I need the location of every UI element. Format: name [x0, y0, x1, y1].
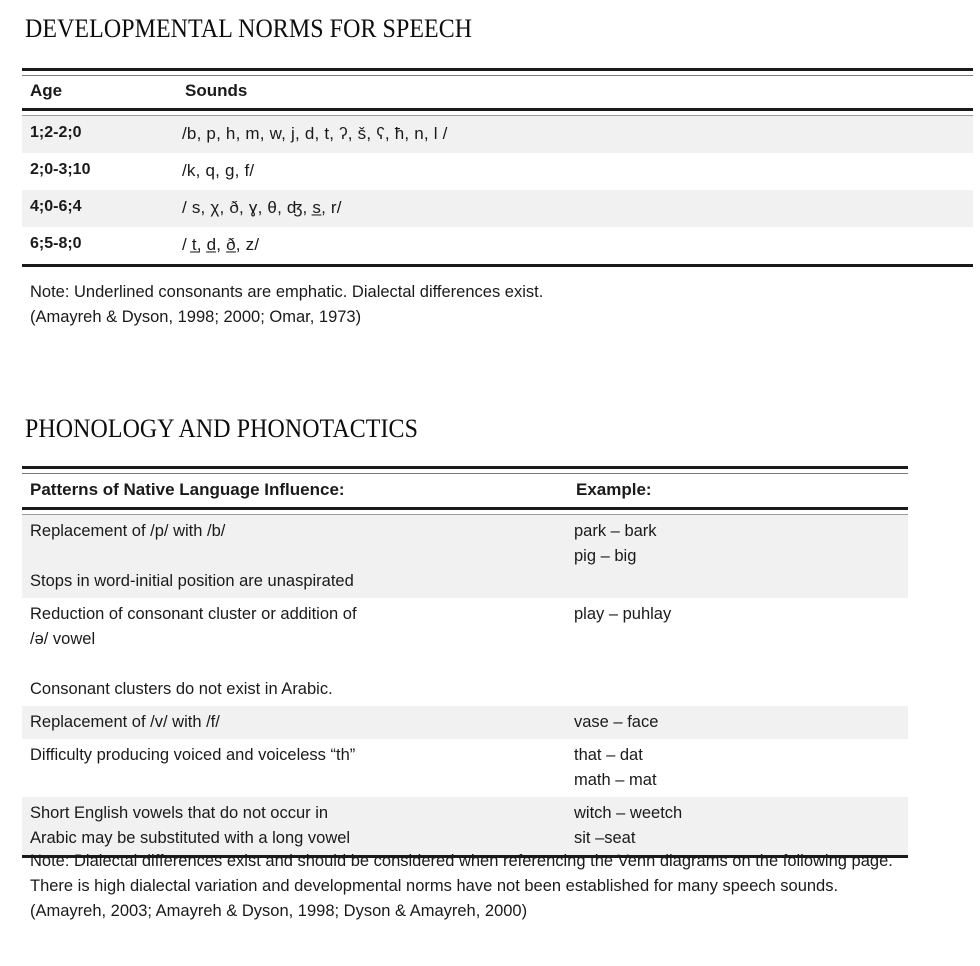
cell-example	[568, 797, 908, 857]
table-row	[22, 116, 973, 154]
example-line: witch – weetch	[574, 804, 683, 822]
example-line: sit –seat	[574, 829, 636, 847]
table-row	[22, 706, 908, 739]
cell-age: 2;0-3;10	[30, 161, 91, 178]
developmental-norms-table	[22, 68, 973, 269]
cell-age: 1;2-2;0	[30, 124, 82, 141]
phonology-patterns-table	[22, 466, 908, 860]
example-line: play – puhlay	[574, 605, 672, 623]
note-line: Note: Dialectal differences exist and should be considered when referencing the Venn diagrams on the following page. There is high dialectal variation and developmental norms have not been established for many speech sounds.	[30, 852, 893, 895]
table-header-row	[22, 474, 908, 509]
table-row	[22, 797, 908, 857]
column-header-age: Age	[30, 81, 63, 100]
cell-pattern	[22, 706, 568, 739]
cell-sounds: /b, p, h, m, w, j, d, t, ʔ, š, ʕ, ħ, n, l /	[182, 124, 448, 143]
cell-example	[568, 706, 908, 739]
pattern-line: Short English vowels that do not occur in	[30, 804, 329, 822]
example-line: park – bark	[574, 522, 657, 540]
note-citation: (Amayreh, 2003; Amayreh & Dyson, 1998; Dyson & Amayreh, 2000)	[30, 902, 528, 920]
cell-example	[568, 739, 908, 797]
column-header-patterns: Patterns of Native Language Influence:	[30, 480, 345, 499]
pattern-line: Replacement of /p/ with /b/	[30, 522, 226, 540]
pattern-blank-line	[30, 544, 568, 569]
cell-sounds: / t̲, d̲, ð̲, z/	[182, 235, 260, 254]
table-header-row	[22, 76, 973, 110]
section-heading-developmental-norms: DEVELOPMENTAL NORMS FOR SPEECH	[25, 14, 473, 43]
pattern-line: Replacement of /v/ with /f/	[30, 713, 220, 731]
cell-pattern	[22, 598, 568, 706]
table-row	[22, 598, 908, 706]
phonology-note	[30, 849, 930, 924]
example-line: math – mat	[574, 771, 657, 789]
cell-pattern	[22, 797, 568, 857]
cell-age: 4;0-6;4	[30, 198, 82, 215]
cell-sounds: /k, q, g, f/	[182, 161, 255, 180]
pattern-line: Consonant clusters do not exist in Arabic.	[30, 680, 333, 698]
section-heading-phonology-phonotactics: PHONOLOGY AND PHONOTACTICS	[25, 414, 418, 443]
cell-age: 6;5-8;0	[30, 235, 82, 252]
column-header-example: Example:	[576, 480, 652, 499]
pattern-blank-line	[30, 652, 568, 677]
column-header-sounds: Sounds	[185, 81, 248, 100]
table-bottom-rule	[22, 266, 973, 270]
example-line: pig – big	[574, 547, 637, 565]
cell-example	[568, 515, 908, 599]
norms-note	[30, 280, 930, 330]
pattern-line: /ə/ vowel	[30, 630, 96, 648]
cell-pattern	[22, 739, 568, 797]
pattern-line: Difficulty producing voiced and voiceless “th”	[30, 746, 356, 764]
cell-pattern	[22, 515, 568, 599]
note-citation: (Amayreh & Dyson, 1998; 2000; Omar, 1973)	[30, 308, 362, 326]
note-line: Note: Underlined consonants are emphatic. Dialectal differences exist.	[30, 283, 544, 301]
cell-sounds: / s, χ, ð, ɣ, θ, ʤ, s̲, r/	[182, 198, 342, 217]
table-row	[22, 515, 908, 599]
cell-example	[568, 598, 908, 706]
table-row	[22, 190, 973, 227]
table-row	[22, 153, 973, 190]
pattern-line: Arabic may be substituted with a long vowel	[30, 829, 351, 847]
example-line: that – dat	[574, 746, 643, 764]
pattern-line: Stops in word-initial position are unaspirated	[30, 572, 354, 590]
table-row	[22, 739, 908, 797]
pattern-line: Reduction of consonant cluster or addition of	[30, 605, 357, 623]
example-line: vase – face	[574, 713, 659, 731]
table-row	[22, 227, 973, 266]
